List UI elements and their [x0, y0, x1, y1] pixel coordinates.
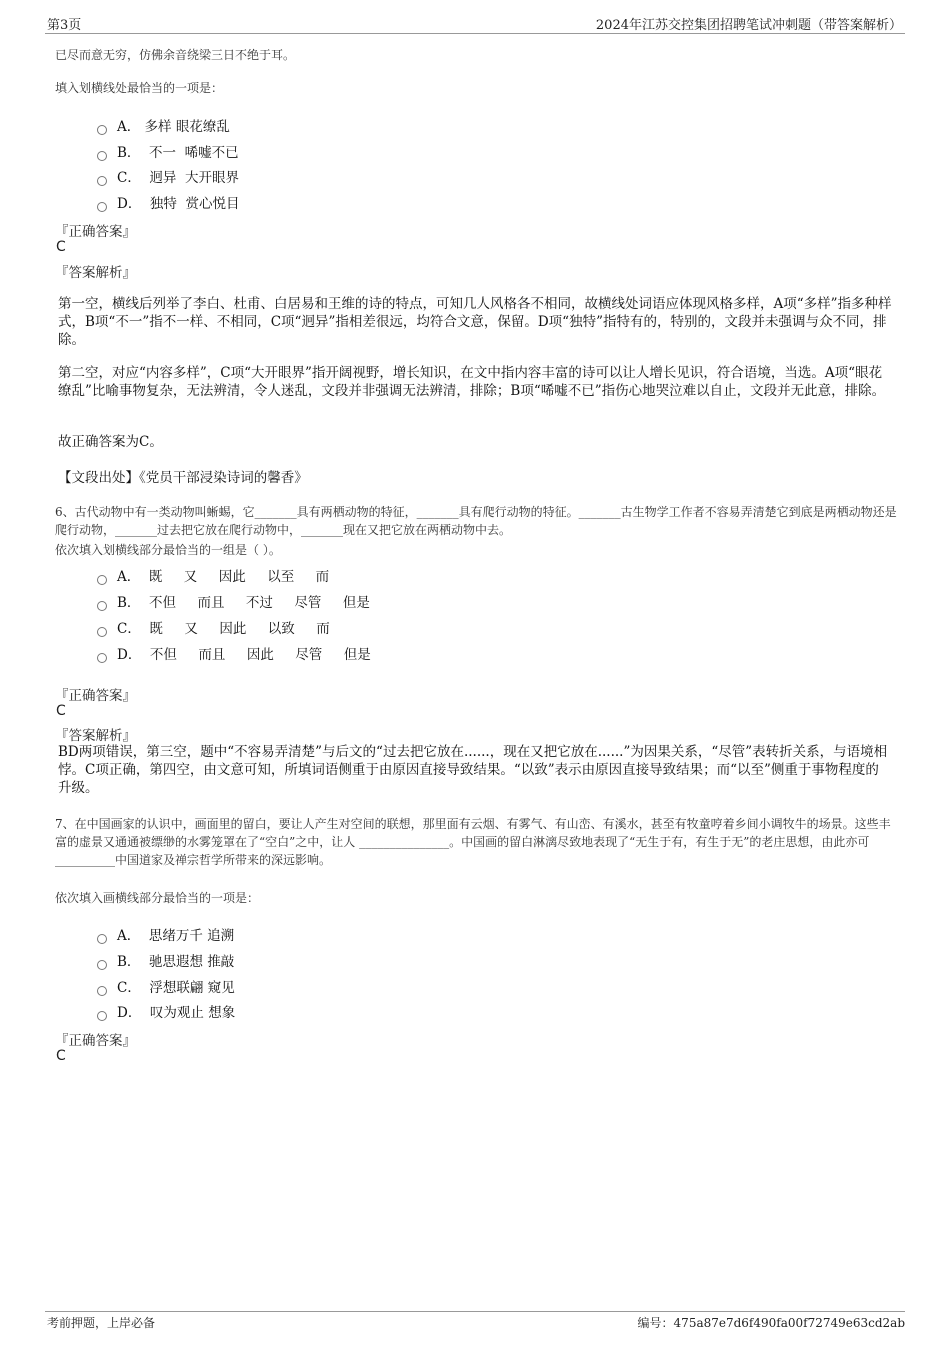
- q7-answer: C: [56, 1048, 66, 1064]
- q7-option-d[interactable]: D． 叹为观止 想象: [97, 1001, 235, 1021]
- radio-icon[interactable]: [97, 151, 107, 161]
- q5-option-d[interactable]: D． 独特 赏心悦目: [97, 192, 240, 212]
- q5-answer: C: [56, 239, 66, 255]
- radio-icon[interactable]: [97, 125, 107, 135]
- page-number: 第3页: [47, 18, 82, 33]
- q5-source: 【文段出处】《党员干部浸染诗词的馨香》: [58, 470, 308, 486]
- q6-option-d[interactable]: D． 不但 而且 因此 尽管 但是: [97, 643, 371, 663]
- q6-answer-label: 『正确答案』: [55, 688, 136, 704]
- document-title: 2024年江苏交控集团招聘笔试冲刺题（带答案解析）: [595, 18, 902, 33]
- q6-answer: C: [56, 703, 66, 719]
- q5-analysis-conclusion: 故正确答案为C。: [58, 434, 163, 450]
- footer-divider: [45, 1311, 905, 1312]
- footer-slogan: 考前押题，上岸必备: [47, 1316, 156, 1330]
- q6-prompt: 依次填入划横线部分最恰当的一组是（ ）。: [55, 543, 281, 557]
- q7-option-b[interactable]: B． 驰思遐想 推敲: [97, 950, 234, 970]
- q5-lead-text: 已尽而意无穷，仿佛余音绕梁三日不绝于耳。: [55, 48, 296, 62]
- q6-option-b[interactable]: B． 不但 而且 不过 尽管 但是: [97, 591, 370, 611]
- header-divider: [45, 33, 905, 34]
- q5-analysis-paragraph-2: 第二空，对应“内容多样”，C项“大开眼界”指开阔视野，增长知识，在文中指内容丰富的诗可以让人增长见识，符合语境，当选。A项“眼花缭乱”比喻事物复杂，无法辨清，令人迷乱，文段并非强调无法辨清，排除；B项“唏嘘不已”指伤心地哭泣难以自止，文段并无此意，排除。: [58, 365, 886, 399]
- radio-icon[interactable]: [97, 960, 107, 970]
- q6-stem: 6、古代动物中有一类动物叫蜥蜴，它_______具有两栖动物的特征，_______具有爬行动物的特征。_______古生物学工作者不容易弄清楚它到底是两栖动物还是爬行动物，_______过去把它放在爬行动物中，_______现在又把它放在两栖动物中去。: [55, 505, 897, 537]
- q7-stem: 7、在中国画家的认识中，画面里的留白，要让人产生对空间的联想，那里面有云烟、有雾气、有山峦、有溪水，甚至有牧童哼着乡间小调牧牛的场景。这些丰富的虚景又通通被缥缈的水雾笼罩在了“空白”之中，让人 _______________。中国画的留白淋漓尽致地表现了“无生于有，有生于无”的老庄思想，由此亦可 __________中国道家及禅宗哲学所带来的深远影响。: [55, 817, 891, 867]
- q5-option-a[interactable]: A． 多样 眼花缭乱: [97, 115, 230, 135]
- radio-icon[interactable]: [97, 601, 107, 611]
- radio-icon[interactable]: [97, 575, 107, 585]
- radio-icon[interactable]: [97, 1011, 107, 1021]
- q5-answer-label: 『正确答案』: [55, 224, 136, 240]
- radio-icon[interactable]: [97, 934, 107, 944]
- q6-option-c[interactable]: C． 既 又 因此 以致 而: [97, 617, 330, 637]
- q5-prompt: 填入划横线处最恰当的一项是：: [55, 81, 224, 95]
- q5-option-b[interactable]: B． 不一 唏嘘不已: [97, 141, 239, 161]
- q6-analysis-label: 『答案解析』: [55, 728, 136, 744]
- q7-option-c[interactable]: C． 浮想联翩 窥见: [97, 976, 235, 996]
- radio-icon[interactable]: [97, 627, 107, 637]
- q6-analysis: BD两项错误，第三空，题中“不容易弄清楚”与后文的“过去把它放在......，现在又把它放在......”为因果关系，“尽管”表转折关系，与语境相悖。C项正确，第四空，由文意可知，所填词语侧重于由原因直接导致结果。“以致”表示由原因直接导致结果；而“以至”侧重于事物程度的升级。: [58, 744, 888, 796]
- q5-analysis-paragraph-1: 第一空，横线后列举了李白、杜甫、白居易和王维的诗的特点，可知几人风格各不相同，故横线处词语应体现风格多样，A项“多样”指多种样式，B项“不一”指不一样、不相同，C项“迥异”指相差很远，均符合文意，保留。D项“独特”指特有的，特别的，文段并未强调与众不同，排除。: [58, 296, 892, 348]
- q7-option-a[interactable]: A． 思绪万千 追溯: [97, 924, 234, 944]
- q5-option-c[interactable]: C． 迥异 大开眼界: [97, 166, 239, 186]
- document-id: 编号：475a87e7d6f490fa00f72749e63cd2ab: [637, 1316, 905, 1330]
- q7-prompt: 依次填入画横线部分最恰当的一项是：: [55, 891, 260, 905]
- q7-answer-label: 『正确答案』: [55, 1033, 136, 1049]
- radio-icon[interactable]: [97, 176, 107, 186]
- radio-icon[interactable]: [97, 653, 107, 663]
- q6-option-a[interactable]: A． 既 又 因此 以至 而: [97, 565, 329, 585]
- radio-icon[interactable]: [97, 202, 107, 212]
- radio-icon[interactable]: [97, 986, 107, 996]
- q5-analysis-label: 『答案解析』: [55, 265, 136, 281]
